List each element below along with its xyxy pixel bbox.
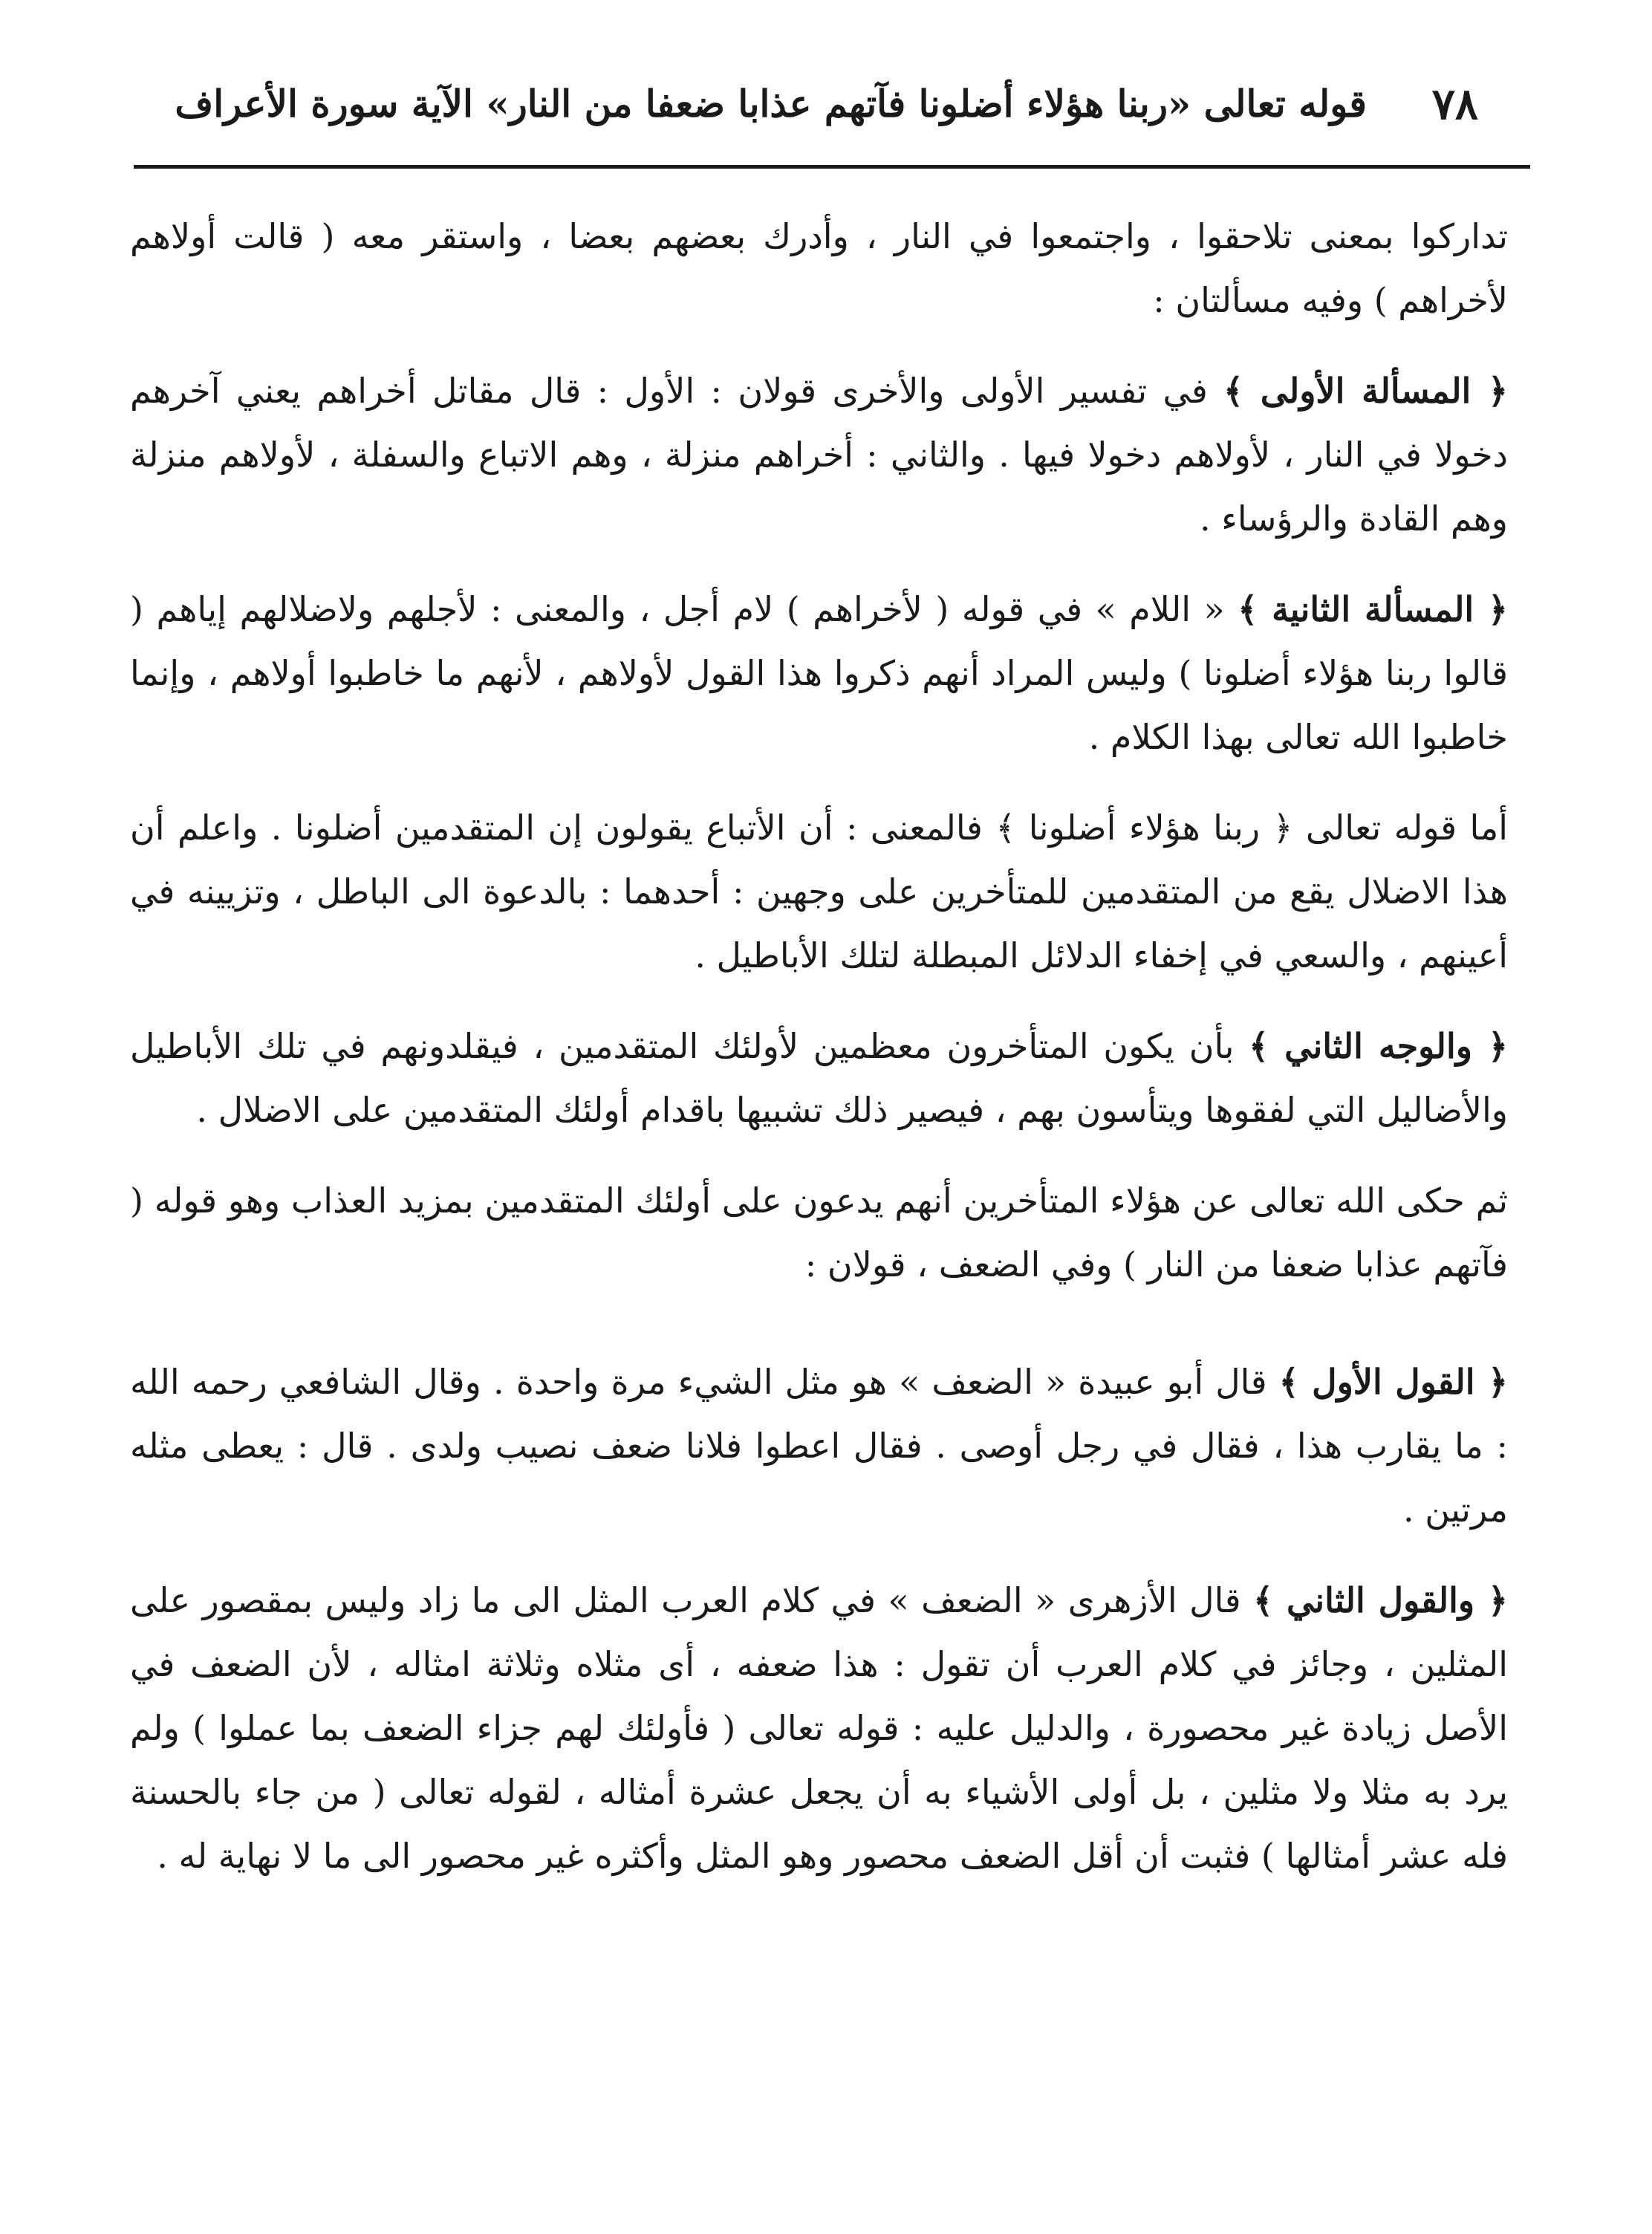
page-number: ٧٨ — [1431, 79, 1478, 129]
section-heading: ﴿ المسألة الأولى ﴾ — [1223, 371, 1508, 411]
paragraph-text: قال الأزهرى « الضعف » في كلام العرب المثل الى ما زاد وليس بمقصور على المثلين ، وجائز في كلام العرب أن تقول : هذا ضعفه ، أى مثلاه وثلاثة امثاله ، لأن الضعف في الأصل زيادة غير محصورة ، والدليل عليه : قوله تعالى ( فأولئك لهم جزاء الضعف بما عملوا ) ولم يرد به مثلا ولا مثلين ، بل أولى الأشياء به أن يجعل عشرة أمثاله ، لقوله تعالى ( من جاء بالحسنة فله عشر أمثالها ) فثبت أن أقل الضعف محصور وهو المثل وأكثره غير محصور الى ما لا نهاية له . — [130, 1580, 1509, 1876]
section-heading: ﴿ المسألة الثانية ﴾ — [1238, 589, 1508, 629]
paragraph-4 — [130, 796, 1508, 987]
header-rule — [134, 165, 1530, 169]
paragraph-3 — [130, 577, 1508, 769]
body-text — [130, 204, 1508, 1915]
paragraph-2 — [130, 359, 1508, 551]
paragraph-text: تداركوا بمعنى تلاحقوا ، واجتمعوا في النار ، وأدرك بعضهم بعضا ، واستقر معه ( قالت أولاهم لأخراهم ) وفيه مسألتان : — [130, 216, 1508, 320]
section-heading: ﴿ القول الأول ﴾ — [1278, 1362, 1508, 1402]
paragraph-5 — [130, 1014, 1508, 1142]
paragraph-text: بأن يكون المتأخرون معظمين لأولئك المتقدمين ، فيقلدونهم في تلك الأباطيل والأضاليل التي لفقوها ويتأسون بهم ، فيصير ذلك تشبيها باقدام أولئك المتقدمين على الاضلال . — [130, 1026, 1508, 1130]
paragraph-text: قال أبو عبيدة « الضعف » هو مثل الشيء مرة واحدة . وقال الشافعي رحمه الله : ما يقارب هذا ، فقال في رجل أوصى . فقال اعطوا فلانا ضعف نصيب ولدى . قال : يعطى مثله مرتين . — [130, 1362, 1508, 1530]
section-heading: ﴿ والقول الثاني ﴾ — [1253, 1580, 1508, 1620]
running-title: قوله تعالى «ربنا هؤلاء أضلونا فآتهم عذابا ضعفا من النار» الآية سورة الأعراف — [175, 82, 1367, 126]
paragraph-6 — [130, 1169, 1508, 1296]
paragraph-7 — [130, 1350, 1508, 1542]
paragraph-text: ثم حكى الله تعالى عن هؤلاء المتأخرين أنهم يدعون على أولئك المتقدمين بمزيد العذاب وهو قوله ( فآتهم عذابا ضعفا من النار ) وفي الضعف ، قولان : — [130, 1181, 1508, 1285]
page-header — [171, 74, 1478, 134]
paragraph-text: أما قوله تعالى ﴿ ربنا هؤلاء أضلونا ﴾ فالمعنى : أن الأتباع يقولون إن المتقدمين أضلونا . واعلم أن هذا الاضلال يقع من المتقدمين للمتأخرين على وجهين : أحدهما : بالدعوة الى الباطل ، وتزيينه في أعينهم ، والسعي في إخفاء الدلائل المبطلة لتلك الأباطيل . — [130, 808, 1508, 975]
paragraph-text: « اللام » في قوله ( لأخراهم ) لام أجل ، والمعنى : لأجلهم ولاضلالهم إياهم ( قالوا ربنا هؤلاء أضلونا ) وليس المراد أنهم ذكروا هذا القول لأولاهم ، لأنهم ما خاطبوا أولاهم ، وإنما خاطبوا الله تعالى بهذا الكلام . — [130, 589, 1508, 757]
paragraph-text: في تفسير الأولى والأخرى قولان : الأول : قال مقاتل أخراهم يعني آخرهم دخولا في النار ، لأولاهم دخولا فيها . والثاني : أخراهم منزلة ، وهم الاتباع والسفلة ، لأولاهم منزلة وهم القادة والرؤساء . — [130, 371, 1508, 539]
paragraph-8 — [130, 1568, 1508, 1888]
paragraph-1 — [130, 204, 1508, 332]
section-heading: ﴿ والوجه الثاني ﴾ — [1249, 1026, 1508, 1066]
